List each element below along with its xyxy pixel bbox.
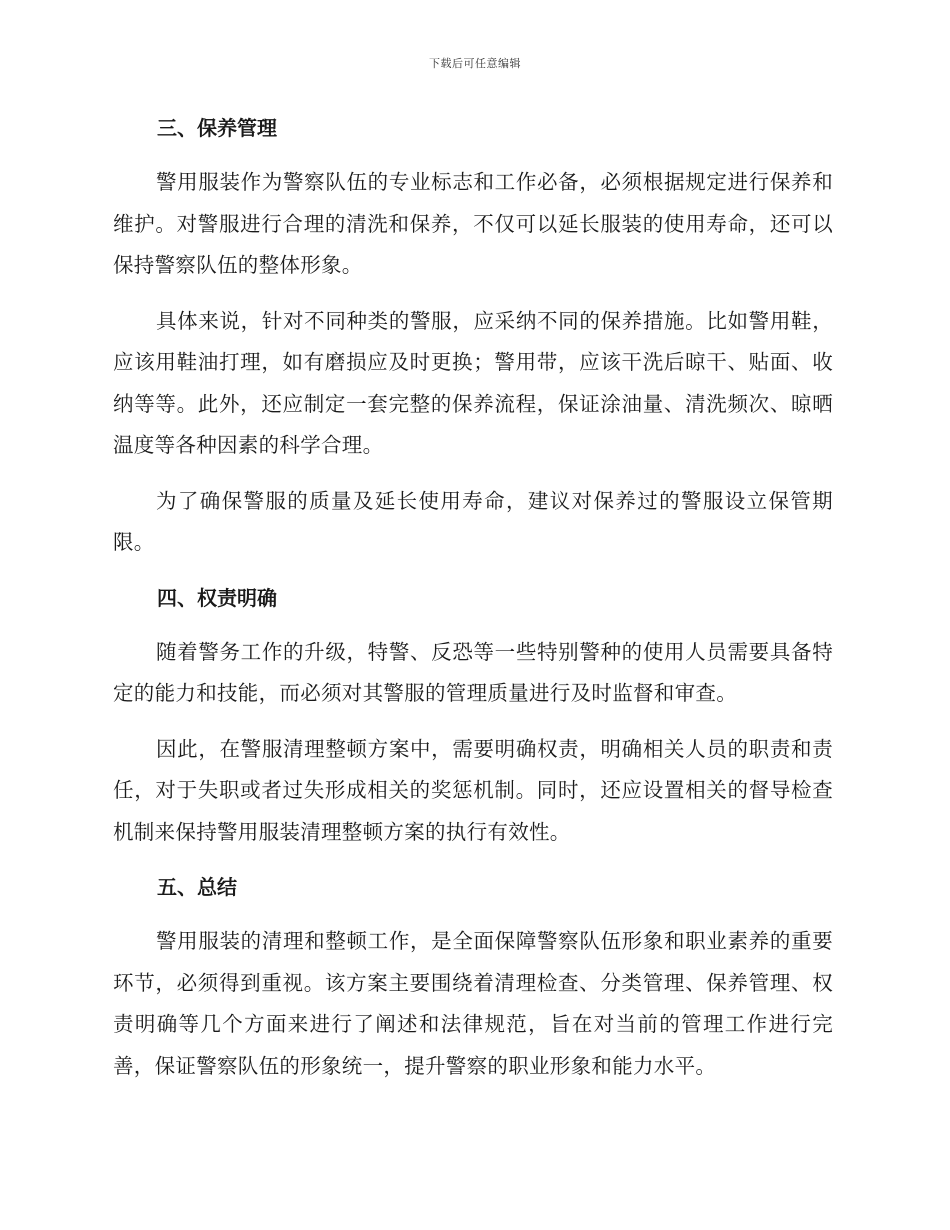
paragraph: 警用服装作为警察队伍的专业标志和工作必备，必须根据规定进行保养和维护。对警服进行合理的清洗和保养，不仅可以延长服装的使用寿命，还可以保持警察队伍的整体形象。 — [113, 170, 833, 277]
header-note: 下载后可任意编辑 — [429, 57, 521, 70]
section-heading-responsibility: 四、权责明确 — [157, 585, 277, 610]
section-heading-summary: 五、总结 — [157, 875, 237, 899]
paragraph: 因此，在警服清理整顿方案中，需要明确权责，明确相关人员的职责和责任，对于失职或者过失形成相关的奖惩机制。同时，还应设置相关的督导检查机制来保持警用服装清理整顿方案的执行有效性。 — [113, 736, 833, 844]
paragraph: 警用服装的清理和整顿工作，是全面保障警察队伍形象和职业素养的重要环节，必须得到重视。该方案主要围绕着清理检查、分类管理、保养管理、权责明确等几个方面来进行了阐述和法律规范，旨在对当前的管理工作进行完善，保证警察队伍的形象统一，提升警察的职业形象和能力水平。 — [113, 929, 833, 1078]
paragraph: 随着警务工作的升级，特警、反恐等一些特别警种的使用人员需要具备特定的能力和技能，而必须对其警服的管理质量进行及时监督和审查。 — [113, 639, 833, 705]
paragraph: 具体来说，针对不同种类的警服，应采纳不同的保养措施。比如警用鞋，应该用鞋油打理，如有磨损应及时更换；警用带，应该干洗后晾干、贴面、收纳等等。此外，还应制定一套完整的保养流程，保证涂油量、清洗频次、晾晒温度等各种因素的科学合理。 — [113, 308, 833, 457]
paragraph: 为了确保警服的质量及延长使用寿命，建议对保养过的警服设立保管期限。 — [113, 488, 833, 554]
document-body — [113, 108, 833, 1101]
section-heading-maintenance: 三、保养管理 — [157, 116, 277, 140]
